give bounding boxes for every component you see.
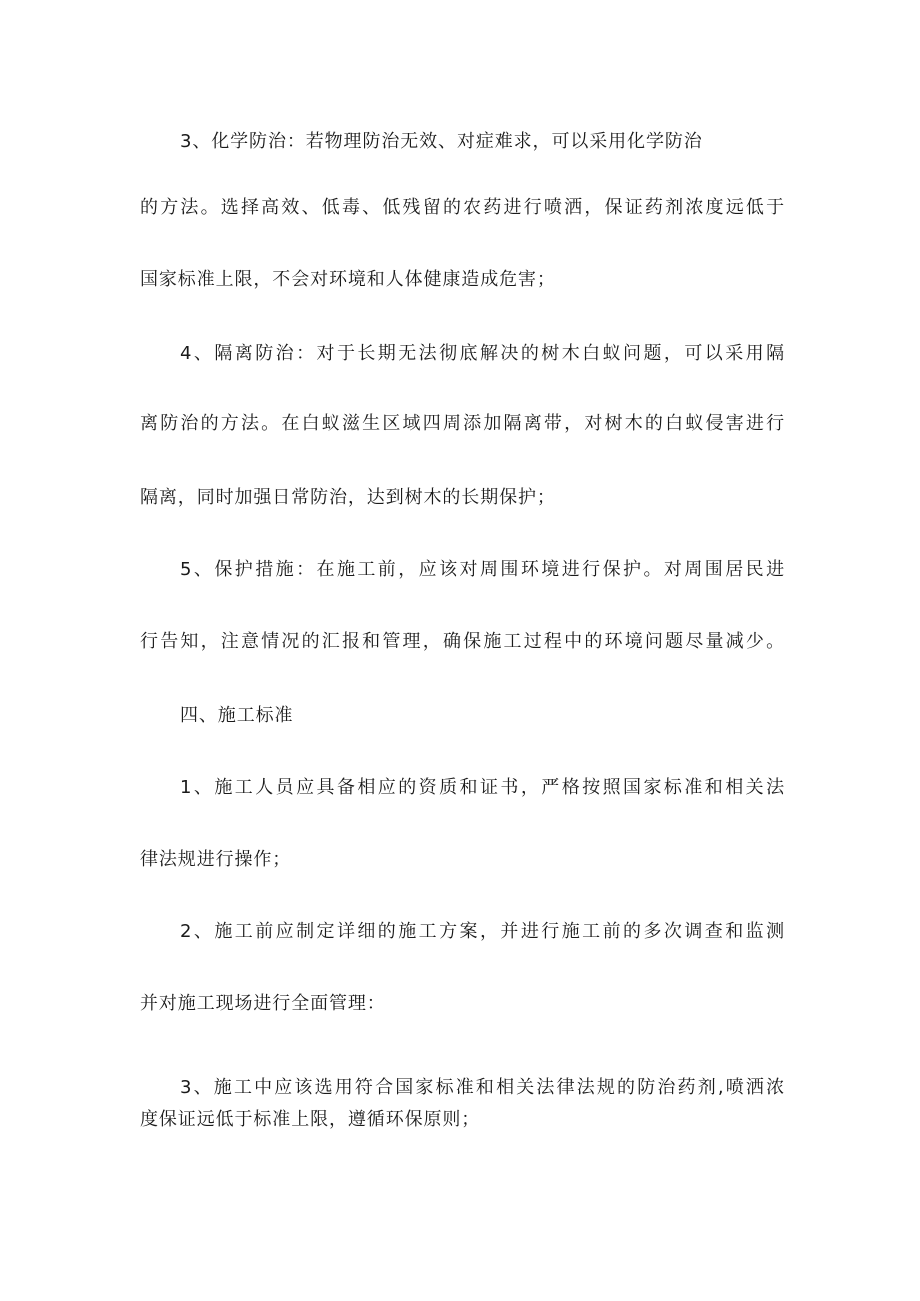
para-protection-measures-line-1: 5、保护措施：在施工前，应该对周围环境进行保护。对周围居民进	[180, 559, 785, 580]
para-standard-1-line-2: 律法规进行操作；	[140, 849, 292, 870]
para-standard-2-line-1: 2、施工前应制定详细的施工方案，并进行施工前的多次调查和监测	[180, 921, 785, 942]
para-protection-measures-line-2: 行告知，注意情况的汇报和管理，确保施工过程中的环境问题尽量减少。	[140, 631, 785, 652]
para-standard-1-line-1: 1、施工人员应具备相应的资质和证书，严格按照国家标准和相关法	[180, 777, 785, 798]
para-chemical-control-line-3: 国家标准上限，不会对环境和人体健康造成危害；	[140, 269, 556, 290]
para-chemical-control-line-1: 3、化学防治：若物理防治无效、对症难求，可以采用化学防治	[180, 131, 703, 152]
para-standard-3-line-2: 度保证远低于标准上限，遵循环保原则；	[140, 1109, 481, 1130]
para-standard-2-line-2: 并对施工现场进行全面管理：	[140, 993, 386, 1014]
para-chemical-control-line-2: 的方法。选择高效、低毒、低残留的农药进行喷洒，保证药剂浓度远低于	[140, 197, 785, 218]
para-standard-3-line-1: 3、施工中应该选用符合国家标准和相关法律法规的防治药剂,喷洒浓	[180, 1077, 785, 1098]
para-isolation-control-line-2: 离防治的方法。在白蚁滋生区域四周添加隔离带，对树木的白蚁侵害进行	[140, 413, 785, 434]
section-heading-construction-standards: 四、施工标准	[180, 705, 294, 726]
para-isolation-control-line-1: 4、隔离防治：对于长期无法彻底解决的树木白蚁问题，可以采用隔	[180, 343, 785, 364]
para-isolation-control-line-3: 隔离，同时加强日常防治，达到树木的长期保护；	[140, 487, 556, 508]
